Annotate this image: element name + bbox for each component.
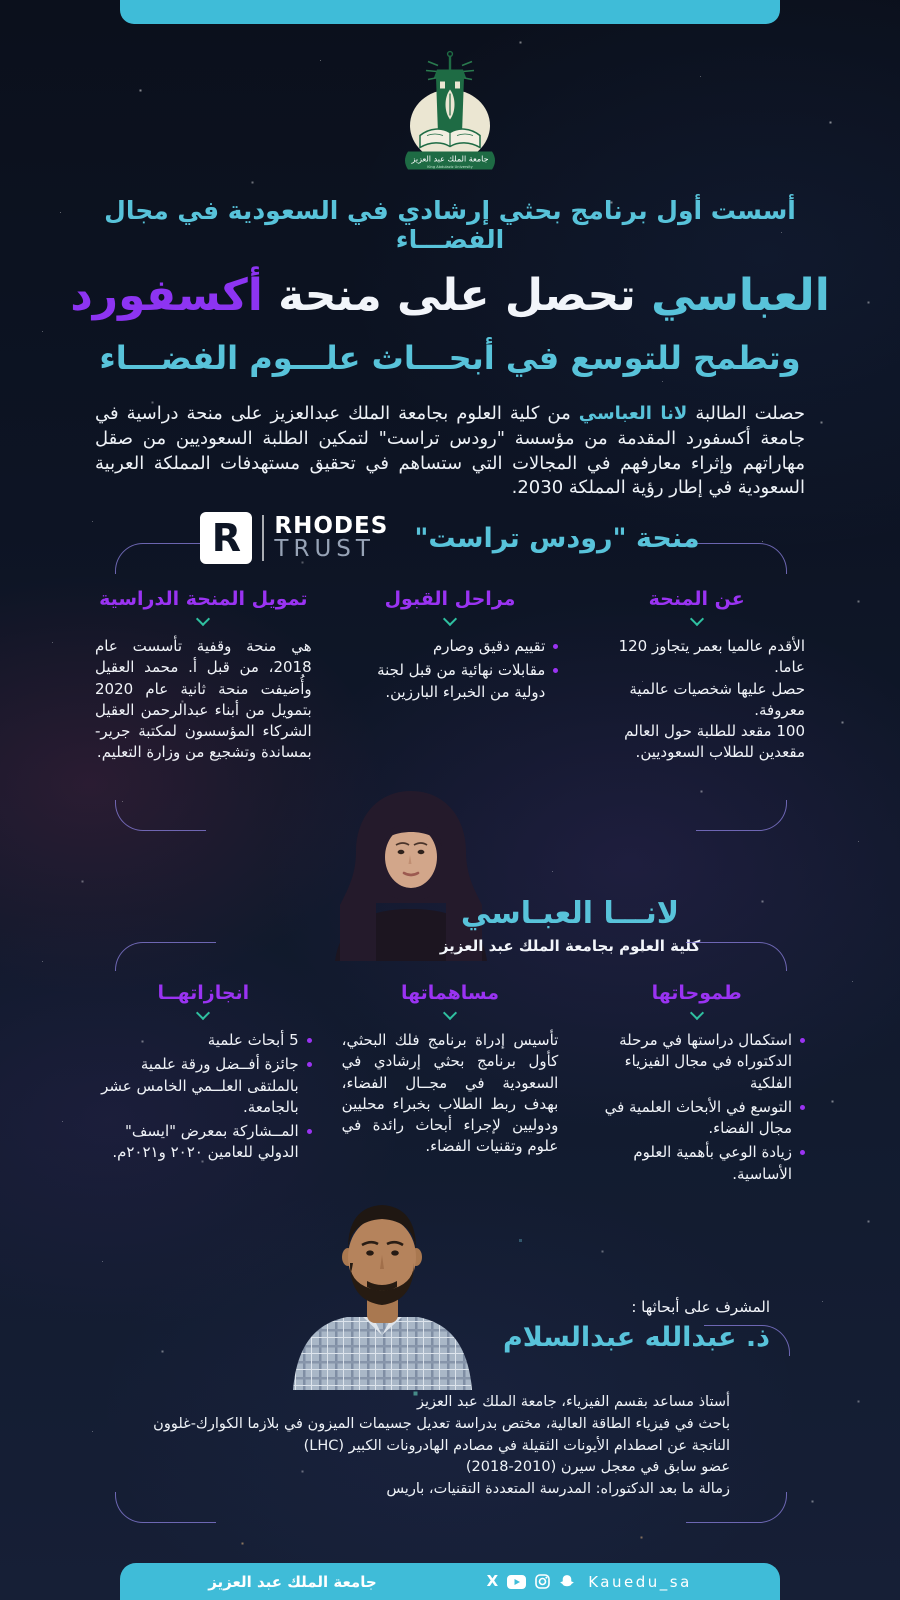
list-item: مقابلات نهائية من قبل لجنة دولية من الخبراء البارزين. xyxy=(342,660,559,703)
grant-funding-title: تمويل المنحة الدراسية xyxy=(99,588,308,610)
rhodes-section-title: منحة "رودس تراست" xyxy=(414,522,700,554)
list-item: زيادة الوعي بأهمية العلوم الأساسية. xyxy=(588,1142,805,1185)
rhodes-r-mark xyxy=(200,512,252,564)
youtube-icon[interactable] xyxy=(507,1575,526,1589)
headline-main xyxy=(55,270,845,323)
grant-funding-text: هي منحة وقفية تأسست عام 2018، من قبل أ. محمد العقيل وأُضيفت منحة ثانية عام 2020 بتمويل من أبناء عبدالرحمن العقيل الشركاء المؤسسون لمكتبة جرير- بمساندة وتشجيع من وزارة التعليم. xyxy=(94,637,312,762)
bullet-dot xyxy=(307,1062,312,1067)
rhodes-columns xyxy=(95,588,805,764)
list-item: 5 أبحاث علمية xyxy=(95,1030,312,1051)
intro-post: من كلية العلوم بجامعة الملك عبدالعزيز على منحة دراسية في جامعة أكسفورد المقدمة من مؤسسة "رودس تراست" لتمكين الطلبة السعوديين من صقل مهاراتهم وإثراء معارفهم في المجالات التي ستساهم في تحقيق مستهدفات المملكة العربية السعودية في إطار رؤية المملكة 2030. xyxy=(95,403,805,499)
headline-verb: تحصل على منحة xyxy=(262,270,636,321)
snapchat-icon[interactable] xyxy=(559,1574,575,1590)
bio-line: زمالة ما بعد الدكتوراه: المدرسة المتعددة التقنيات، باريس xyxy=(386,1481,730,1497)
admission-stages-title: مراحل القبول xyxy=(384,588,516,610)
headline-name: العباسي xyxy=(651,270,830,321)
bio-line: عضو سابق في معجل سيرن (2010-2018) xyxy=(465,1459,730,1476)
supervisor-name: ذ. عبدالله عبدالسلام xyxy=(503,1322,770,1353)
lana-identity xyxy=(410,896,730,955)
intro-pre: حصلت الطالبة xyxy=(687,403,806,424)
ambitions-title: طموحاتها xyxy=(651,982,742,1004)
list-item: جائزة أفــضل ورقة علمية بالملتقى العلــمي الخامس عشر بالجامعة. xyxy=(95,1054,312,1118)
list-item: استكمال دراستها في مرحلة الدكتوراه في مجال الفيزياء الفلكية xyxy=(588,1030,805,1094)
bullet-dot xyxy=(553,644,558,649)
about-grant-item: 100 مقعد للطلبة حول العالم مقعدين للطلاب السعوديين. xyxy=(624,722,805,762)
rhodes-corner-bottom-left xyxy=(115,800,206,831)
chevron-down-icon xyxy=(443,1006,457,1020)
list-item: تقييم دقيق وصارم xyxy=(342,636,559,657)
top-accent-bar xyxy=(120,0,780,24)
intro-paragraph xyxy=(95,402,805,501)
lana-name: لانـــا العبـاسي xyxy=(460,896,680,931)
about-grant-item: الأقدم عالميا بعمر يتجاوز 120 عاما. xyxy=(618,637,805,677)
kau-logo xyxy=(380,46,520,174)
rhodes-section-header xyxy=(130,512,770,564)
supervisor-photo xyxy=(255,1185,510,1390)
column-contributions xyxy=(342,982,559,1185)
bullet-dot xyxy=(553,668,558,673)
rhodes-logo-divider xyxy=(262,515,264,561)
list-item: التوسع في الأبحاث العلمية في مجال الفضاء. xyxy=(588,1097,805,1140)
x-icon[interactable]: X xyxy=(486,1572,499,1590)
headline-block xyxy=(55,196,845,377)
rhodes-r-letter: R xyxy=(211,516,242,560)
lana-corner-top-right xyxy=(686,942,787,971)
column-ambitions xyxy=(588,982,805,1185)
supervisor-label: المشرف على أبحاثها : xyxy=(631,1298,770,1316)
lana-college: كلية العلوم بجامعة الملك عبد العزيز xyxy=(439,937,701,955)
chevron-down-icon xyxy=(443,612,457,626)
rhodes-corner-bottom-right xyxy=(696,800,787,831)
logo-banner-english: King Abdulaziz University xyxy=(427,165,473,169)
logo-banner-arabic: جامعة الملك عبد العزيز xyxy=(411,154,489,164)
logo-mast xyxy=(449,56,451,72)
chevron-down-icon xyxy=(196,612,210,626)
about-grant-title: عن المنحة xyxy=(648,588,745,610)
lana-columns xyxy=(95,982,805,1185)
footer-social-links xyxy=(487,1573,692,1591)
about-grant-item: حصل عليها شخصيات عالمية معروفة. xyxy=(629,679,805,719)
column-grant-funding xyxy=(95,588,312,764)
headline-kicker: أسست أول برنامج بحثي إرشادي في السعودية في مجال الفضـــاء xyxy=(104,196,796,254)
achievements-title: انجازاتهــا xyxy=(157,982,250,1004)
supervisor-corner-bottom-right xyxy=(686,1492,787,1523)
intro-student-name: لانا العباسي xyxy=(578,403,688,424)
bullet-dot xyxy=(307,1038,312,1043)
bullet-dot xyxy=(800,1150,805,1155)
supervisor-corner-bottom-left xyxy=(115,1492,216,1523)
column-admission-stages xyxy=(342,588,559,764)
footer-bar xyxy=(120,1563,780,1600)
supervisor-identity xyxy=(503,1298,770,1353)
headline-oxford: أكسفورد xyxy=(70,270,263,321)
rhodes-wordmark xyxy=(274,512,389,562)
bullet-dot xyxy=(800,1038,805,1043)
bullet-dot xyxy=(307,1129,312,1134)
chevron-down-icon xyxy=(690,612,704,626)
bio-line: أستاذ مساعد بقسم الفيزياء، جامعة الملك عبد العزيز xyxy=(416,1394,730,1410)
lana-corner-top-left xyxy=(115,942,216,971)
rhodes-trust-logo xyxy=(200,512,388,564)
rhodes-word: RHODES xyxy=(274,512,389,539)
column-about-grant xyxy=(588,588,805,764)
column-achievements xyxy=(95,982,312,1185)
contributions-text: تأسيس إدراة برنامج فلك البحثي، كأول برنامج بحثي إرشادي في السعودية في مجــال الفضاء، بهدف ربط الطلاب بخبراء محليين ودوليين لإجراء أبحاث رائدة في علوم وتقنيات الفضاء. xyxy=(341,1031,559,1156)
headline-sub: وتطمح للتوسع في أبحـــاث علـــوم الفضـــاء xyxy=(99,338,801,377)
starfield-background xyxy=(0,0,1,1)
bullet-dot xyxy=(800,1105,805,1110)
supervisor-bio xyxy=(105,1392,730,1501)
instagram-icon[interactable] xyxy=(535,1574,550,1589)
contributions-title: مساهماتها xyxy=(400,982,500,1004)
chevron-down-icon xyxy=(690,1006,704,1020)
trust-word: TRUST xyxy=(274,536,375,562)
list-item: المــشاركة بمعرض "ايسف" الدولي للعامين ٢٠٢٠ و٢٠٢١م. xyxy=(95,1121,312,1164)
footer-handle[interactable]: Kauedu_sa xyxy=(588,1572,692,1591)
chevron-down-icon xyxy=(196,1006,210,1020)
bio-line: باحث في فيزياء الطاقة العالية، مختص بدراسة تعديل جسيمات الميزون في بلازما الكوارك-غلوون xyxy=(153,1415,730,1432)
footer-university: جامعة الملك عبد العزيز xyxy=(208,1572,377,1591)
bio-line: الناتجة عن اصطدام الأيونات الثقيلة في مصادم الهادرونات الكبير (LHC) xyxy=(303,1437,730,1454)
